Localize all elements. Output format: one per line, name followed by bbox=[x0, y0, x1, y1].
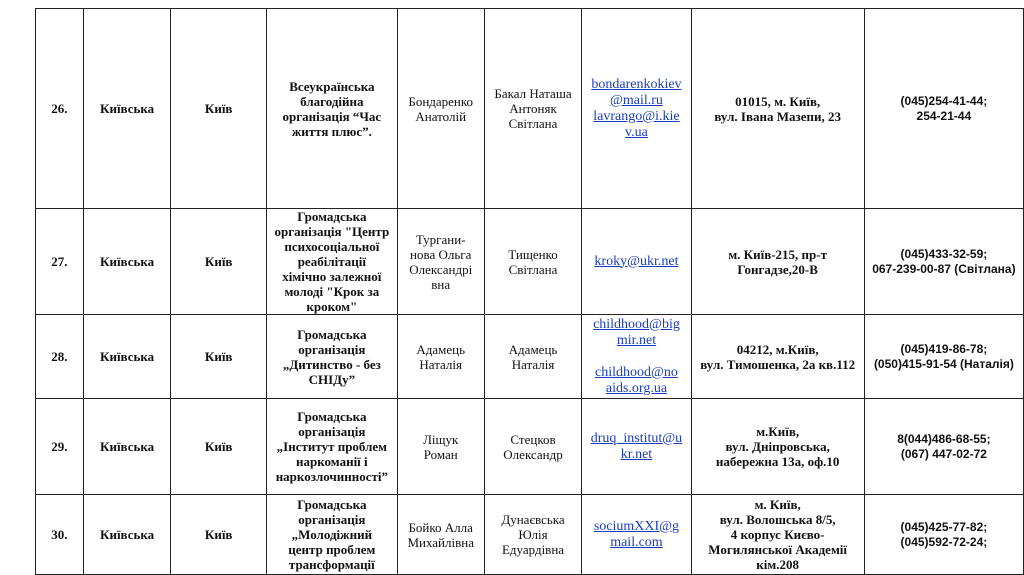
phone-cell-line: (045)425-77-82; bbox=[900, 519, 988, 534]
phone-cell-line: (050)415-91-54 (Наталія) bbox=[873, 356, 1014, 371]
email-cell bbox=[582, 315, 691, 399]
head-cell-line: Роман bbox=[423, 446, 458, 462]
contact-person-cell-line: Світлана bbox=[508, 116, 558, 131]
email-link[interactable] bbox=[584, 109, 688, 141]
organization-cell-line: організація “Час bbox=[282, 108, 382, 124]
email-link-line[interactable]: v.ua bbox=[625, 124, 648, 140]
head-cell-line: Бойко Алла bbox=[408, 519, 473, 535]
table-row bbox=[36, 495, 1024, 575]
address-cell bbox=[691, 9, 864, 209]
address-cell-line: Гонгадзе,20-В bbox=[737, 261, 818, 277]
head-cell-line: Бондаренко bbox=[408, 93, 474, 109]
address-cell-line: 4 корпус Києво- bbox=[730, 527, 825, 542]
head-cell bbox=[397, 9, 484, 209]
head-cell bbox=[397, 315, 484, 399]
email-cell bbox=[582, 495, 691, 575]
region-cell: Київська bbox=[83, 495, 171, 575]
head-cell-line: Наталія bbox=[419, 356, 463, 372]
email-cell bbox=[582, 399, 691, 495]
address-cell-line: 04212, м.Київ, bbox=[736, 341, 819, 357]
city-cell: Київ bbox=[171, 495, 266, 575]
email-link-line[interactable]: childhood@big bbox=[593, 316, 680, 332]
contact-person-cell-line: Олександр bbox=[503, 446, 563, 462]
email-link-line[interactable]: bondarenkokiev bbox=[591, 76, 682, 92]
head-cell-line: Олександрі bbox=[409, 261, 473, 277]
contact-person-cell-line: Світлана bbox=[508, 261, 558, 277]
email-link[interactable] bbox=[584, 317, 688, 349]
organization-cell-line: „Інститут проблем bbox=[276, 439, 388, 454]
contact-person-cell-line: Юлія bbox=[518, 527, 548, 542]
organization-cell-line: хімічно залежної bbox=[282, 269, 382, 284]
contact-person-cell-line: Тищенко bbox=[508, 246, 558, 262]
organization-cell-line: організація bbox=[298, 424, 366, 439]
email-link-line[interactable]: mail.com bbox=[610, 534, 663, 550]
email-link-line[interactable]: kroky@ukr.net bbox=[594, 253, 679, 269]
head-cell-line: Адамець bbox=[416, 341, 466, 357]
address-cell-line: набережна 13а, оф.10 bbox=[715, 454, 840, 469]
phone-cell bbox=[864, 399, 1023, 495]
email-link-line[interactable]: aids.org.ua bbox=[605, 380, 668, 396]
organization-cell-line: Всеукраїнська bbox=[289, 78, 375, 94]
organization-cell-line: життя плюс”. bbox=[291, 123, 372, 139]
contact-person-cell-line: Бакал Наташа bbox=[494, 86, 572, 101]
address-cell-line: 01015, м. Київ, bbox=[735, 93, 821, 109]
contact-person-cell-line: Наталія bbox=[511, 356, 555, 372]
address-cell bbox=[691, 315, 864, 399]
phone-cell bbox=[864, 495, 1023, 575]
phone-cell-line: 8(044)486-68-55; bbox=[897, 431, 991, 446]
phone-cell bbox=[864, 9, 1023, 209]
email-link-line[interactable]: childhood@no bbox=[595, 364, 678, 380]
phone-cell-line: (045)592-72-24; bbox=[900, 534, 988, 549]
table-row bbox=[36, 399, 1024, 495]
address-cell-line: м. Київ-215, пр-т bbox=[728, 246, 827, 262]
email-link[interactable] bbox=[584, 365, 688, 397]
email-link[interactable] bbox=[584, 519, 688, 551]
organization-cell-line: кроком" bbox=[306, 299, 358, 314]
organization-cell-line: організація bbox=[298, 341, 366, 357]
contact-person-cell-line: Едуардівна bbox=[501, 542, 565, 557]
contact-person-cell-line: Адамець bbox=[508, 341, 558, 357]
organization-cell-line: „Дитинство - без bbox=[282, 356, 381, 372]
organization-cell-line: Громадська bbox=[297, 409, 367, 424]
head-cell-line: нова Ольга bbox=[410, 246, 472, 262]
region-cell: Київська bbox=[83, 399, 171, 495]
email-cell bbox=[582, 209, 691, 315]
region-cell: Київська bbox=[83, 209, 171, 315]
address-cell bbox=[691, 399, 864, 495]
organization-cell bbox=[266, 315, 397, 399]
head-cell-line: Анатолій bbox=[415, 108, 467, 124]
email-link-line[interactable]: mir.net bbox=[616, 332, 657, 348]
organization-cell-line: благодійна bbox=[300, 93, 364, 109]
city-cell: Київ bbox=[171, 315, 266, 399]
organization-cell-line: психосоціальної bbox=[284, 239, 380, 254]
address-cell-line: вул. Дніпровська, bbox=[725, 439, 830, 454]
city-cell: Київ bbox=[171, 399, 266, 495]
phone-cell bbox=[864, 315, 1023, 399]
organization-cell-line: організація bbox=[298, 512, 366, 527]
region-cell: Київська bbox=[83, 315, 171, 399]
row-number: 29. bbox=[36, 399, 84, 495]
head-cell-line: Ліщук bbox=[423, 431, 459, 447]
phone-cell-line: (067) 447-02-72 bbox=[900, 446, 987, 461]
head-cell-line: вна bbox=[431, 276, 451, 292]
address-cell-line: м. Київ, bbox=[754, 497, 801, 512]
head-cell-line: Тургани- bbox=[415, 231, 466, 247]
contact-person-cell bbox=[484, 9, 582, 209]
address-cell-line: вул. Івана Мазепи, 23 bbox=[714, 108, 841, 124]
contact-person-cell bbox=[484, 209, 582, 315]
email-link-line[interactable]: druq_institut@u bbox=[590, 430, 683, 446]
email-link[interactable] bbox=[584, 254, 688, 270]
phone-cell-line: (045)254-41-44; bbox=[900, 93, 988, 108]
organization-cell-line: наркозлочинності” bbox=[275, 469, 388, 484]
organization-cell-line: центр проблем bbox=[288, 542, 376, 557]
email-link-line[interactable]: @mail.ru bbox=[609, 92, 663, 108]
organization-cell-line: Громадська bbox=[297, 209, 367, 224]
contact-person-cell bbox=[484, 495, 582, 575]
phone-cell-line: 067-239-00-87 (Світлана) bbox=[872, 261, 1016, 276]
email-link-line[interactable]: lavrango@i.kie bbox=[593, 108, 680, 124]
organization-cell-line: організація "Центр bbox=[274, 224, 390, 239]
head-cell bbox=[397, 209, 484, 315]
head-cell-line: Михайлівна bbox=[407, 534, 474, 550]
head-cell bbox=[397, 399, 484, 495]
contact-person-cell-line: Антоняк bbox=[509, 101, 557, 116]
phone-cell-line: (045)419-86-78; bbox=[900, 341, 988, 356]
contact-person-cell bbox=[484, 315, 582, 399]
table-body bbox=[36, 9, 1024, 575]
organization-cell bbox=[266, 209, 397, 315]
city-cell: Київ bbox=[171, 9, 266, 209]
address-cell-line: вул. Тимошенка, 2а кв.112 bbox=[700, 356, 856, 372]
row-number: 26. bbox=[36, 9, 84, 209]
city-cell: Київ bbox=[171, 209, 266, 315]
contact-person-cell-line: Дунаєвська bbox=[501, 512, 565, 527]
spacer bbox=[584, 349, 688, 365]
address-cell bbox=[691, 495, 864, 575]
table-row bbox=[36, 9, 1024, 209]
phone-cell-line: (045)433-32-59; bbox=[900, 246, 988, 261]
table-row bbox=[36, 315, 1024, 399]
organization-cell bbox=[266, 399, 397, 495]
organization-cell-line: „Молодіжний bbox=[291, 527, 373, 542]
organization-cell-line: Громадська bbox=[297, 497, 367, 512]
row-number: 27. bbox=[36, 209, 84, 315]
address-cell-line: вул. Волошська 8/5, bbox=[719, 512, 836, 527]
phone-cell-line: 254-21-44 bbox=[916, 108, 972, 123]
organization-cell-line: наркоманії і bbox=[296, 454, 368, 469]
organization-cell bbox=[266, 495, 397, 575]
organization-cell-line: трансформації bbox=[288, 557, 375, 572]
table-row bbox=[36, 209, 1024, 315]
contact-person-cell bbox=[484, 399, 582, 495]
row-number: 30. bbox=[36, 495, 84, 575]
organization-cell-line: Громадська bbox=[297, 326, 367, 342]
head-cell bbox=[397, 495, 484, 575]
email-link-line[interactable]: sociumXXI@g bbox=[593, 518, 680, 534]
address-cell-line: м.Київ, bbox=[756, 424, 800, 439]
email-cell bbox=[582, 9, 691, 209]
phone-cell bbox=[864, 209, 1023, 315]
organization-cell-line: молоді "Крок за bbox=[284, 284, 380, 299]
address-cell-line: кім.208 bbox=[756, 557, 800, 572]
email-link-line[interactable]: kr.net bbox=[620, 446, 653, 462]
organization-cell-line: реабілітації bbox=[297, 254, 366, 269]
organization-cell-line: СНІДу” bbox=[308, 371, 356, 387]
row-number: 28. bbox=[36, 315, 84, 399]
address-cell-line: Могилянської Академії bbox=[708, 542, 848, 557]
email-link[interactable] bbox=[584, 77, 688, 109]
email-link[interactable] bbox=[584, 431, 688, 463]
address-cell bbox=[691, 209, 864, 315]
contact-person-cell-line: Стецков bbox=[510, 431, 556, 447]
organization-cell bbox=[266, 9, 397, 209]
region-cell: Київська bbox=[83, 9, 171, 209]
organizations-table bbox=[35, 8, 1024, 575]
